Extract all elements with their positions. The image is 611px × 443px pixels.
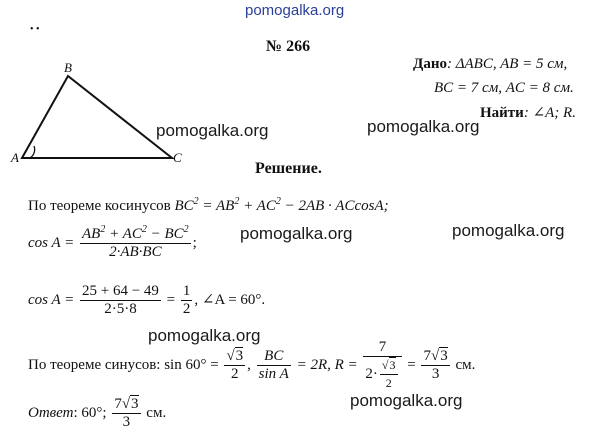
cos-calc-result: $\frac{1}{2}$ <box>182 283 191 317</box>
watermark: pomogalka.org <box>240 224 353 243</box>
problem-number: № 266 <box>266 38 311 55</box>
bc-over-sina: $\frac{BC}{\text{sin A}}$ <box>258 348 289 382</box>
cos-lhs: cos A = <box>28 234 75 251</box>
law-sin-intro: По теореме синусов: sin 60° = <box>28 356 219 373</box>
r-result: $\frac{7√3}{3}$ <box>423 348 448 382</box>
vertex-c-label: C <box>173 150 182 165</box>
vertex-b-label: B <box>64 60 72 75</box>
law-of-sines-line: По теореме синусов: sin 60° = $\frac{√3}{2}$ , $\frac{BC}{\text{sin A}}$ = 2R, R = 7 2· $\frac{√3}{2}$ = $\frac{7√3}{3}$ см. <box>28 339 476 390</box>
find-line <box>480 103 576 122</box>
cos-calc-fraction: $\frac{25 + 64 - 49}{2\cdot 5\cdot 8}$ <box>82 283 159 317</box>
law-cos-intro: По теореме косинусов <box>28 198 171 214</box>
site-header-watermark: pomogalka.org <box>245 2 345 19</box>
cos-calc-lhs: cos A = <box>28 291 75 308</box>
law-cos-formula: $BC^2 = AB^2 + AC^2 - 2AB \cdot ACcosA$; <box>174 196 389 214</box>
cos-calculation-line: cos A = $\frac{25 + 64 - 49}{2\cdot 5\cdot 8}$ = $\frac{1}{2}$ , ∠A = 60°. <box>28 283 266 317</box>
given-triangle-ab: : ΔABC, AB = 5 см, <box>446 56 568 72</box>
watermark: pomogalka.org <box>452 221 565 240</box>
find-label: Найти <box>480 105 524 121</box>
angle-a-arc <box>30 146 35 158</box>
find-values: : ∠A; R. <box>523 105 576 121</box>
answer-label: Ответ <box>28 404 74 421</box>
answer-line: Ответ: 60°; $\frac{7√3}{3}$ см. <box>28 396 167 430</box>
watermark: pomogalka.org <box>350 391 463 410</box>
law-of-cosines-line <box>28 198 389 215</box>
corner-dots: • • <box>30 24 40 35</box>
given-line-1 <box>413 56 567 73</box>
watermark: pomogalka.org <box>148 326 261 345</box>
solution-heading: Решение. <box>255 160 322 177</box>
watermark: pomogalka.org <box>156 121 269 140</box>
watermark: pomogalka.org <box>367 117 480 136</box>
answer-angle: : 60°; <box>73 404 107 421</box>
triangle-abc-shape <box>22 76 172 158</box>
given-line-2: BC = 7 см, AC = 8 см. <box>434 80 574 96</box>
answer-r-fraction: $\frac{7√3}{3}$ <box>114 396 139 430</box>
cos-formula-line: cos A = $\frac{AB^2 + AC^2 - BC^2}{2\cdot AB\cdot BC}$ ; <box>28 224 197 260</box>
angle-a-result: , ∠A = 60°. <box>194 291 266 308</box>
sin60-fraction: $\frac{√3}{2}$ <box>226 348 244 382</box>
r-fraction: 7 2· $\frac{√3}{2}$ <box>363 339 401 392</box>
vertex-a-label: A <box>11 150 19 165</box>
cos-fraction: $\frac{AB^2 + AC^2 - BC^2}{2\cdot AB\cdot BC}$ <box>82 224 189 260</box>
given-label: Дано <box>413 56 447 72</box>
